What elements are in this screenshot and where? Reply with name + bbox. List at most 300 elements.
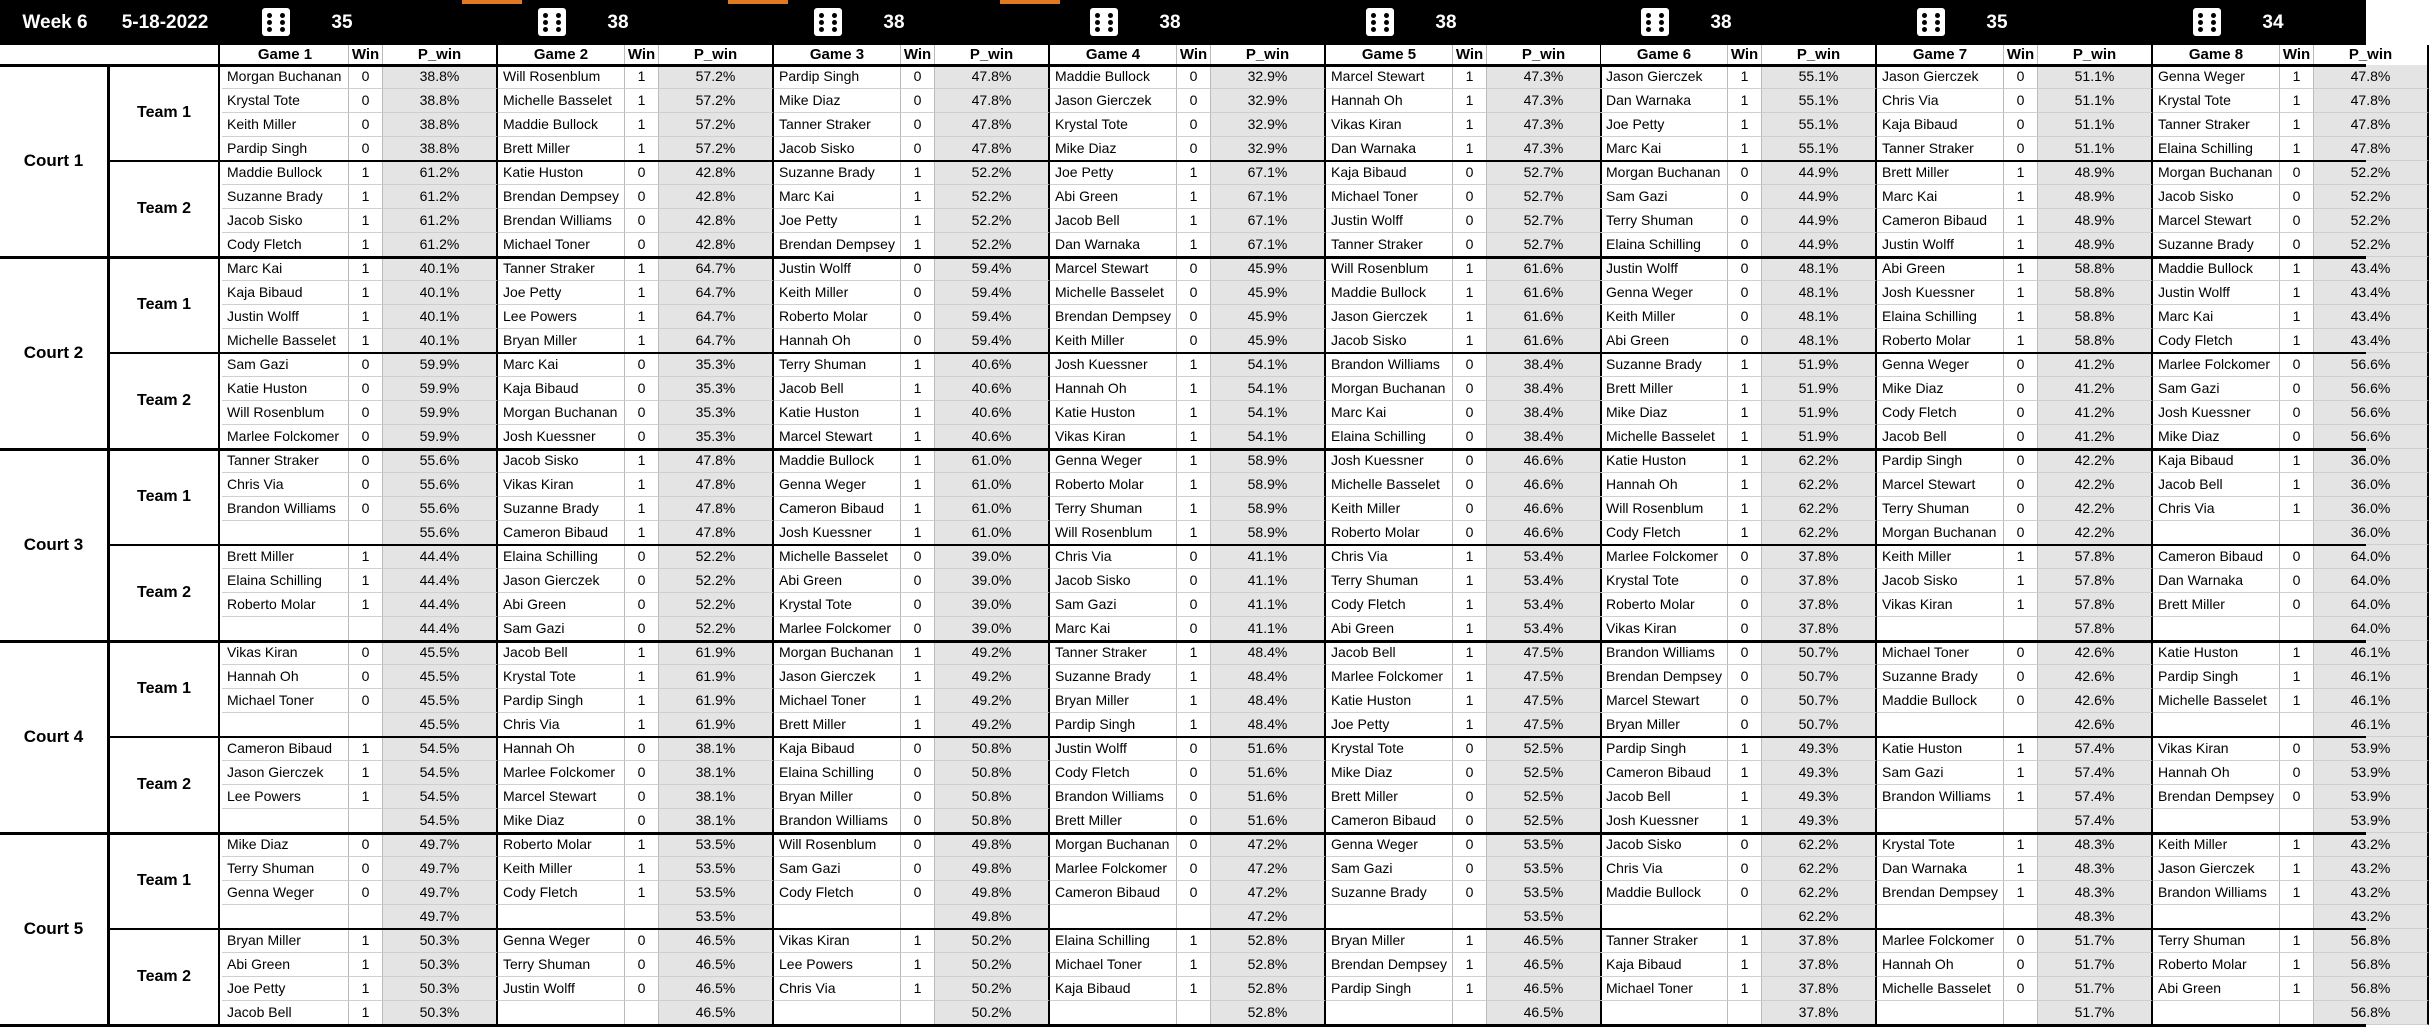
p-win-value: 50.8% <box>935 737 1050 761</box>
player-name: Elaina Schilling <box>774 761 901 785</box>
p-win-value: 56.6% <box>2314 425 2429 449</box>
player-name: Will Rosenblum <box>222 401 349 425</box>
p-win-value: 62.2% <box>1762 881 1877 905</box>
player-name: Katie Huston <box>774 401 901 425</box>
p-win-value: 49.3% <box>1762 737 1877 761</box>
win-value: 1 <box>625 641 659 665</box>
win-value: 0 <box>625 761 659 785</box>
win-value: 0 <box>625 785 659 809</box>
p-win-value: 52.7% <box>1487 161 1602 185</box>
player-name: Terry Shuman <box>774 353 901 377</box>
p-win-value: 48.3% <box>2038 881 2153 905</box>
p-win-value: 49.8% <box>935 833 1050 857</box>
player-name: Suzanne Brady <box>1050 665 1177 689</box>
win-value: 0 <box>2004 89 2038 113</box>
win-value: 1 <box>1453 593 1487 617</box>
header-accent <box>1000 0 1060 4</box>
p-win-value: 53.5% <box>1487 833 1602 857</box>
win-value: 0 <box>2280 761 2314 785</box>
win-value: 0 <box>1453 473 1487 497</box>
win-value: 1 <box>901 473 935 497</box>
win-value: 1 <box>2004 185 2038 209</box>
player-name: Bryan Miller <box>774 785 901 809</box>
win-value: 0 <box>625 353 659 377</box>
player-name: Vikas Kiran <box>1050 425 1177 449</box>
win-value: 1 <box>2280 281 2314 305</box>
win-value: 0 <box>2004 929 2038 953</box>
win-value: 0 <box>349 353 383 377</box>
player-name: Abi Green <box>774 569 901 593</box>
win-value <box>1177 905 1211 929</box>
player-name: Sam Gazi <box>2153 377 2280 401</box>
player-name: Genna Weger <box>2153 65 2280 89</box>
win-value <box>1177 1001 1211 1025</box>
p-win-value: 50.7% <box>1762 665 1877 689</box>
player-name: Vikas Kiran <box>1877 593 2004 617</box>
win-value: 0 <box>2280 593 2314 617</box>
p-win-value: 38.8% <box>383 65 498 89</box>
p-win-value: 40.6% <box>935 425 1050 449</box>
win-value: 1 <box>2004 209 2038 233</box>
player-name: Justin Wolff <box>498 977 625 1001</box>
court-label: Court 2 <box>0 257 110 449</box>
player-name: Mike Diaz <box>1601 401 1728 425</box>
win-value: 1 <box>1728 449 1762 473</box>
win-value: 1 <box>2280 329 2314 353</box>
win-value: 1 <box>901 425 935 449</box>
win-value: 1 <box>1177 209 1211 233</box>
p-win-value: 51.6% <box>1211 785 1326 809</box>
win-value: 0 <box>349 401 383 425</box>
p-win-value: 46.6% <box>1487 473 1602 497</box>
p-win-value: 52.2% <box>2314 185 2429 209</box>
player-name: Marc Kai <box>1326 401 1453 425</box>
player-name <box>1877 617 2004 641</box>
win-value: 0 <box>901 737 935 761</box>
player-name: Mike Diaz <box>1877 377 2004 401</box>
player-name: Pardip Singh <box>222 137 349 161</box>
p-win-value: 46.1% <box>2314 641 2429 665</box>
player-name: Dan Warnaka <box>1601 89 1728 113</box>
player-name <box>2153 905 2280 929</box>
win-value: 0 <box>901 545 935 569</box>
player-name: Krystal Tote <box>1877 833 2004 857</box>
win-value <box>625 905 659 929</box>
win-value: 0 <box>2004 977 2038 1001</box>
win-value: 1 <box>1728 521 1762 545</box>
win-value: 0 <box>1453 425 1487 449</box>
player-name: Marcel Stewart <box>1877 473 2004 497</box>
team-divider <box>110 736 2366 738</box>
player-name: Keith Miller <box>1877 545 2004 569</box>
player-name: Krystal Tote <box>498 665 625 689</box>
p-win-value: 46.5% <box>1487 929 1602 953</box>
win-value: 0 <box>1177 329 1211 353</box>
p-win-value: 48.1% <box>1762 281 1877 305</box>
p-win-value: 39.0% <box>935 569 1050 593</box>
win-value: 1 <box>625 521 659 545</box>
win-value: 0 <box>2280 233 2314 257</box>
court-label: Court 5 <box>0 833 110 1025</box>
p-win-value: 51.1% <box>2038 113 2153 137</box>
team-divider <box>110 544 2366 546</box>
header-divider <box>0 64 2366 66</box>
player-name: Morgan Buchanan <box>1326 377 1453 401</box>
team-label: Team 2 <box>110 545 220 641</box>
game-player-count: 38 <box>1159 12 1181 33</box>
win-value: 1 <box>349 233 383 257</box>
p-win-value: 54.1% <box>1211 353 1326 377</box>
player-name: Elaina Schilling <box>2153 137 2280 161</box>
win-value: 1 <box>901 929 935 953</box>
win-value: 1 <box>1177 473 1211 497</box>
p-win-value: 53.5% <box>659 881 774 905</box>
win-value <box>349 905 383 929</box>
win-value: 1 <box>1728 425 1762 449</box>
win-value: 1 <box>1728 401 1762 425</box>
court-label: Court 4 <box>0 641 110 833</box>
p-win-value: 61.6% <box>1487 329 1602 353</box>
player-name: Suzanne Brady <box>498 497 625 521</box>
player-name <box>1601 1001 1728 1025</box>
win-value: 1 <box>1177 689 1211 713</box>
p-win-value: 45.9% <box>1211 329 1326 353</box>
win-value: 1 <box>1453 305 1487 329</box>
win-value: 0 <box>1453 785 1487 809</box>
die-six-icon <box>538 8 566 36</box>
win-value: 0 <box>901 257 935 281</box>
win-value <box>2280 521 2314 545</box>
win-value: 0 <box>2004 65 2038 89</box>
p-win-value: 35.3% <box>659 425 774 449</box>
win-value: 1 <box>2280 689 2314 713</box>
win-value: 1 <box>1177 185 1211 209</box>
win-value: 1 <box>2280 977 2314 1001</box>
player-name: Keith Miller <box>222 113 349 137</box>
win-value: 0 <box>1177 833 1211 857</box>
player-name: Marc Kai <box>222 257 349 281</box>
p-win-value: 39.0% <box>935 545 1050 569</box>
player-name: Jacob Bell <box>222 1001 349 1025</box>
player-name: Kaja Bibaud <box>222 281 349 305</box>
p-win-value: 36.0% <box>2314 521 2429 545</box>
die-six-icon <box>2193 8 2221 36</box>
player-name: Tanner Straker <box>2153 113 2280 137</box>
win-value: 0 <box>901 113 935 137</box>
win-value: 0 <box>625 617 659 641</box>
p-win-value: 40.6% <box>935 377 1050 401</box>
player-name: Vikas Kiran <box>498 473 625 497</box>
win-value: 1 <box>901 377 935 401</box>
player-name: Michelle Basselet <box>498 89 625 113</box>
p-win-value: 61.0% <box>935 521 1050 545</box>
player-name: Keith Miller <box>498 857 625 881</box>
p-win-value: 45.5% <box>383 665 498 689</box>
win-value: 1 <box>625 689 659 713</box>
p-win-value: 59.4% <box>935 305 1050 329</box>
win-value: 1 <box>625 257 659 281</box>
p-win-value: 57.2% <box>659 113 774 137</box>
win-value: 0 <box>1177 857 1211 881</box>
player-name: Justin Wolff <box>1326 209 1453 233</box>
p-win-value: 42.2% <box>2038 449 2153 473</box>
p-win-value: 44.9% <box>1762 233 1877 257</box>
player-name: Maddie Bullock <box>498 113 625 137</box>
win-value: 0 <box>625 593 659 617</box>
player-name: Joe Petty <box>1326 713 1453 737</box>
win-value: 0 <box>2280 737 2314 761</box>
team-label: Team 1 <box>110 65 220 161</box>
win-value: 1 <box>349 593 383 617</box>
win-value: 1 <box>2004 257 2038 281</box>
p-win-value: 50.3% <box>383 1001 498 1025</box>
player-name: Marcel Stewart <box>1601 689 1728 713</box>
p-win-value: 52.2% <box>2314 161 2429 185</box>
player-name: Mike Diaz <box>1326 761 1453 785</box>
player-name: Suzanne Brady <box>1601 353 1728 377</box>
player-name: Abi Green <box>1050 185 1177 209</box>
win-value: 0 <box>901 281 935 305</box>
p-win-value: 45.9% <box>1211 281 1326 305</box>
p-win-value: 67.1% <box>1211 233 1326 257</box>
p-win-value: 57.8% <box>2038 569 2153 593</box>
team-label: Team 2 <box>110 161 220 257</box>
player-name: Maddie Bullock <box>1326 281 1453 305</box>
win-value: 0 <box>625 209 659 233</box>
p-win-value: 50.8% <box>935 809 1050 833</box>
player-name: Terry Shuman <box>222 857 349 881</box>
p-win-value: 64.7% <box>659 305 774 329</box>
player-name: Dan Warnaka <box>1326 137 1453 161</box>
player-name: Pardip Singh <box>1877 449 2004 473</box>
player-name: Hannah Oh <box>1326 89 1453 113</box>
win-value: 0 <box>1453 833 1487 857</box>
p-win-value: 35.3% <box>659 353 774 377</box>
player-name: Will Rosenblum <box>1050 521 1177 545</box>
player-name: Krystal Tote <box>1050 113 1177 137</box>
player-name: Josh Kuessner <box>1050 353 1177 377</box>
p-win-value: 61.2% <box>383 233 498 257</box>
win-value: 1 <box>349 161 383 185</box>
player-name: Elaina Schilling <box>1601 233 1728 257</box>
p-win-value: 37.8% <box>1762 593 1877 617</box>
p-win-value: 40.1% <box>383 257 498 281</box>
p-win-value: 40.1% <box>383 329 498 353</box>
p-win-value: 59.4% <box>935 257 1050 281</box>
p-win-value: 41.1% <box>1211 617 1326 641</box>
player-name: Marlee Folckomer <box>1326 665 1453 689</box>
win-value: 1 <box>349 929 383 953</box>
player-name: Marlee Folckomer <box>1601 545 1728 569</box>
win-value: 1 <box>1177 497 1211 521</box>
win-value: 0 <box>1728 881 1762 905</box>
p-win-value: 52.7% <box>1487 185 1602 209</box>
win-value: 1 <box>2004 881 2038 905</box>
player-name: Josh Kuessner <box>1877 281 2004 305</box>
win-value: 1 <box>901 185 935 209</box>
player-name: Maddie Bullock <box>1601 881 1728 905</box>
p-win-value: 61.6% <box>1487 281 1602 305</box>
player-name: Marc Kai <box>1601 137 1728 161</box>
p-win-value: 42.2% <box>2038 473 2153 497</box>
player-name: Cody Fletch <box>1326 593 1453 617</box>
p-win-value: 51.7% <box>2038 953 2153 977</box>
player-name: Justin Wolff <box>2153 281 2280 305</box>
player-name: Bryan Miller <box>1050 689 1177 713</box>
p-win-value: 39.0% <box>935 593 1050 617</box>
win-value: 1 <box>625 713 659 737</box>
p-win-value: 43.2% <box>2314 857 2429 881</box>
player-name: Maddie Bullock <box>774 449 901 473</box>
p-win-value: 42.2% <box>2038 521 2153 545</box>
player-name: Chris Via <box>222 473 349 497</box>
win-value: 0 <box>2004 449 2038 473</box>
player-name: Sam Gazi <box>1877 761 2004 785</box>
win-value: 1 <box>901 449 935 473</box>
player-name: Terry Shuman <box>1050 497 1177 521</box>
win-value <box>2004 713 2038 737</box>
player-name: Kaja Bibaud <box>1050 977 1177 1001</box>
player-name: Brendan Dempsey <box>498 185 625 209</box>
p-win-value: 47.5% <box>1487 713 1602 737</box>
player-name: Michael Toner <box>1326 185 1453 209</box>
p-win-value: 52.2% <box>659 545 774 569</box>
p-win-value: 51.9% <box>1762 377 1877 401</box>
p-win-value: 55.1% <box>1762 113 1877 137</box>
p-win-value: 53.4% <box>1487 545 1602 569</box>
win-value: 1 <box>2004 593 2038 617</box>
p-win-value: 59.4% <box>935 281 1050 305</box>
p-win-value: 42.6% <box>2038 689 2153 713</box>
player-name: Bryan Miller <box>1326 929 1453 953</box>
player-name: Michael Toner <box>498 233 625 257</box>
player-name: Morgan Buchanan <box>774 641 901 665</box>
p-win-value: 52.5% <box>1487 737 1602 761</box>
player-name: Roberto Molar <box>1877 329 2004 353</box>
win-value: 1 <box>625 89 659 113</box>
team-divider <box>110 928 2366 930</box>
player-name <box>222 617 349 641</box>
team-divider <box>110 352 2366 354</box>
game-column-header: Game 5 <box>1326 45 1453 65</box>
win-value: 1 <box>1177 449 1211 473</box>
player-name: Sam Gazi <box>1326 857 1453 881</box>
player-name <box>2153 809 2280 833</box>
win-value: 0 <box>1453 353 1487 377</box>
player-name: Dan Warnaka <box>1050 233 1177 257</box>
p-win-value: 49.8% <box>935 857 1050 881</box>
player-name: Abi Green <box>2153 977 2280 1001</box>
win-value: 0 <box>625 377 659 401</box>
win-value: 1 <box>901 689 935 713</box>
win-value: 0 <box>2280 209 2314 233</box>
player-name: Michelle Basselet <box>2153 689 2280 713</box>
player-name: Jason Gierczek <box>774 665 901 689</box>
win-value: 1 <box>2280 665 2314 689</box>
p-win-value: 56.6% <box>2314 401 2429 425</box>
player-name <box>774 905 901 929</box>
win-value: 0 <box>349 641 383 665</box>
player-name: Brandon Williams <box>2153 881 2280 905</box>
player-name: Suzanne Brady <box>2153 233 2280 257</box>
die-six-icon <box>1641 8 1669 36</box>
die-six-icon <box>1366 8 1394 36</box>
win-value: 0 <box>625 161 659 185</box>
p-win-value: 49.8% <box>935 881 1050 905</box>
player-name: Justin Wolff <box>1601 257 1728 281</box>
p-win-value: 51.6% <box>1211 737 1326 761</box>
win-value: 0 <box>349 449 383 473</box>
win-value: 1 <box>2004 161 2038 185</box>
p-win-value: 43.4% <box>2314 281 2429 305</box>
player-name <box>1877 713 2004 737</box>
win-value: 1 <box>349 185 383 209</box>
player-name: Michelle Basselet <box>222 329 349 353</box>
player-name: Jacob Sisko <box>498 449 625 473</box>
player-name: Brandon Williams <box>1601 641 1728 665</box>
header-accent <box>462 0 522 4</box>
p-win-value: 47.8% <box>659 521 774 545</box>
win-value: 1 <box>1728 809 1762 833</box>
win-value: 0 <box>1177 617 1211 641</box>
player-name: Dan Warnaka <box>2153 569 2280 593</box>
win-value: 0 <box>2280 185 2314 209</box>
win-value: 1 <box>1177 161 1211 185</box>
win-value: 1 <box>625 665 659 689</box>
win-value: 0 <box>1453 761 1487 785</box>
win-value: 0 <box>901 857 935 881</box>
p-win-value: 47.8% <box>2314 113 2429 137</box>
win-value: 1 <box>1728 785 1762 809</box>
player-name: Lee Powers <box>498 305 625 329</box>
p-win-value: 56.8% <box>2314 977 2429 1001</box>
player-name: Morgan Buchanan <box>222 65 349 89</box>
player-name: Cody Fletch <box>2153 329 2280 353</box>
player-name: Brendan Dempsey <box>774 233 901 257</box>
player-name: Mike Diaz <box>498 809 625 833</box>
win-value: 0 <box>1453 401 1487 425</box>
win-value: 1 <box>625 833 659 857</box>
p-win-value: 46.5% <box>1487 977 1602 1001</box>
player-name: Jacob Sisko <box>1326 329 1453 353</box>
p-win-value: 50.7% <box>1762 641 1877 665</box>
win-value: 0 <box>1728 257 1762 281</box>
win-value: 0 <box>349 665 383 689</box>
player-name: Brett Miller <box>774 713 901 737</box>
p-win-value: 50.3% <box>383 977 498 1001</box>
win-value: 1 <box>1453 569 1487 593</box>
win-value: 1 <box>1728 737 1762 761</box>
win-value: 0 <box>901 329 935 353</box>
p-win-value: 55.6% <box>383 449 498 473</box>
p-win-value: 38.1% <box>659 761 774 785</box>
win-value: 0 <box>1177 881 1211 905</box>
player-name: Brett Miller <box>222 545 349 569</box>
p-win-value: 44.9% <box>1762 185 1877 209</box>
player-name: Vikas Kiran <box>1601 617 1728 641</box>
p-win-value: 37.8% <box>1762 617 1877 641</box>
player-name <box>1326 905 1453 929</box>
win-value: 1 <box>349 953 383 977</box>
win-value: 0 <box>1728 713 1762 737</box>
p-win-value: 52.2% <box>2314 233 2429 257</box>
p-win-value: 52.8% <box>1211 977 1326 1001</box>
win-value: 1 <box>1453 137 1487 161</box>
player-name <box>1050 1001 1177 1025</box>
win-value: 0 <box>1177 545 1211 569</box>
win-value: 0 <box>2004 665 2038 689</box>
p-win-value: 51.9% <box>1762 401 1877 425</box>
